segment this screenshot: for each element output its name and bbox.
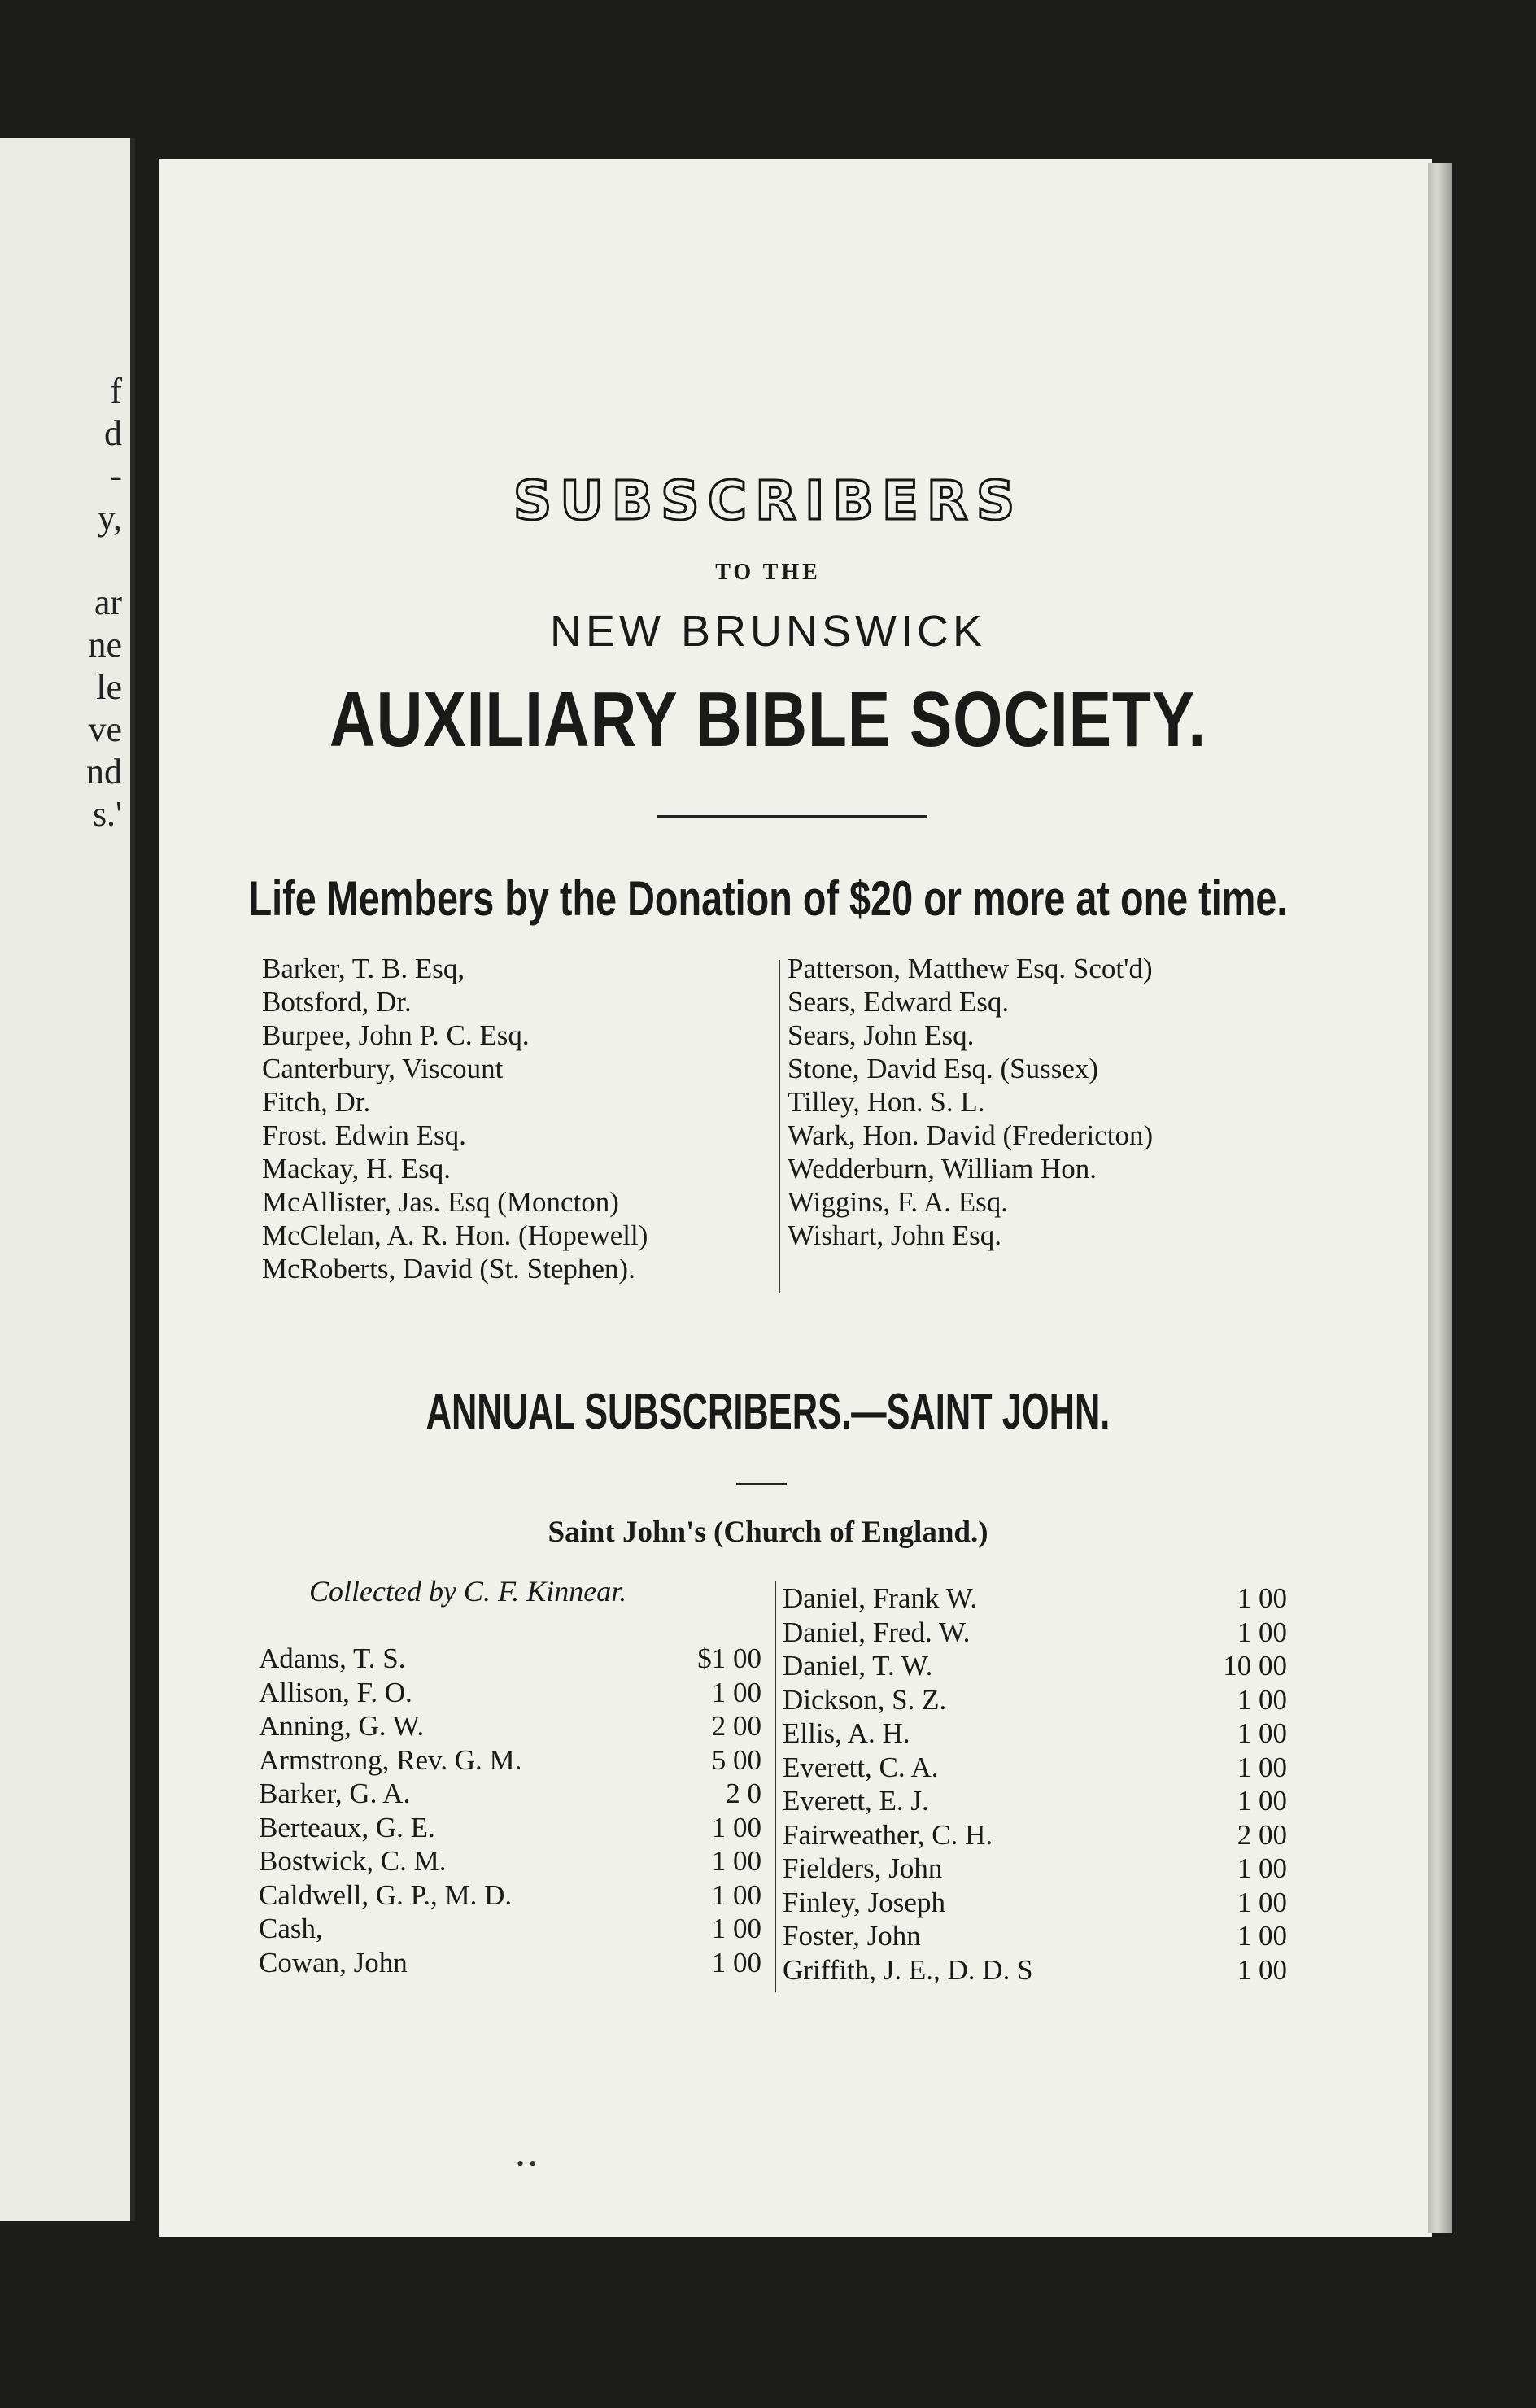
life-member: Tilley, Hon. S. L. bbox=[788, 1086, 985, 1118]
life-member: Sears, Edward Esq. bbox=[788, 986, 1010, 1018]
subscriber-row bbox=[259, 1642, 761, 1676]
subscription-amount: 1 00 bbox=[1237, 1683, 1287, 1716]
previous-page-fragment: nd bbox=[86, 752, 122, 792]
subscriber-row bbox=[259, 1844, 761, 1878]
life-member: Stone, David Esq. (Sussex) bbox=[788, 1053, 1099, 1084]
life-member: Barker, T. B. Esq, bbox=[262, 953, 465, 984]
subscriber-row bbox=[783, 1886, 1287, 1920]
previous-page-fragment: f bbox=[110, 371, 122, 411]
subscriber-name: Barker, G. A. bbox=[259, 1778, 411, 1809]
previous-page-fragment: le bbox=[96, 667, 122, 707]
subscriber-name: Daniel, Fred. W. bbox=[783, 1616, 971, 1648]
subscription-amount: 1 00 bbox=[1237, 1582, 1287, 1614]
life-member: Sears, John Esq. bbox=[788, 1019, 975, 1051]
life-member: Burpee, John P. C. Esq. bbox=[262, 1019, 530, 1051]
subscriber-name: Ellis, A. H. bbox=[783, 1717, 910, 1749]
previous-page-fragment: ve bbox=[88, 709, 122, 749]
collected-by: Collected by C. F. Kinnear. bbox=[309, 1575, 627, 1608]
subscriber-row bbox=[783, 1919, 1287, 1953]
life-member: Wiggins, F. A. Esq. bbox=[788, 1186, 1008, 1218]
subscription-amount: 1 00 bbox=[711, 1913, 761, 1944]
subscriber-name: Allison, F. O. bbox=[259, 1676, 412, 1708]
subscriber-row bbox=[783, 1953, 1287, 1987]
column-divider bbox=[775, 1581, 776, 1992]
subscription-amount: 1 00 bbox=[1237, 1852, 1287, 1884]
subscriber-row bbox=[783, 1616, 1287, 1650]
subscriber-name: Fielders, John bbox=[783, 1852, 943, 1884]
heading-new-brunswick: NEW BRUNSWICK bbox=[550, 607, 986, 656]
previous-page-fragment: y, bbox=[97, 498, 122, 538]
subscriber-row bbox=[783, 1852, 1287, 1886]
life-member: McAllister, Jas. Esq (Moncton) bbox=[262, 1186, 619, 1218]
subscriber-name: Cowan, John bbox=[259, 1946, 408, 1978]
column-divider bbox=[779, 960, 780, 1293]
subscriber-row bbox=[259, 1946, 761, 1980]
life-member: McRoberts, David (St. Stephen). bbox=[262, 1253, 635, 1285]
subscription-amount: 1 00 bbox=[1237, 1953, 1287, 1986]
subscription-amount: 2 00 bbox=[711, 1710, 761, 1742]
subscription-amount: 5 00 bbox=[711, 1743, 761, 1776]
subscriber-row bbox=[783, 1581, 1287, 1616]
subscriber-name: Bostwick, C. M. bbox=[259, 1845, 447, 1877]
subscriber-name: Adams, T. S. bbox=[259, 1642, 406, 1674]
life-member: McClelan, A. R. Hon. (Hopewell) bbox=[262, 1219, 648, 1251]
subscriber-row bbox=[259, 1676, 761, 1710]
divider-rule bbox=[657, 815, 927, 818]
life-member: Wedderburn, William Hon. bbox=[788, 1153, 1097, 1184]
subscription-amount: 1 00 bbox=[1237, 1785, 1287, 1817]
annual-subscribers-title: ANNUAL SUBSCRIBERS.—SAINT JOHN. bbox=[425, 1384, 1111, 1440]
subscription-amount: 1 00 bbox=[711, 1946, 761, 1978]
subscriber-name: Everett, E. J. bbox=[783, 1785, 929, 1817]
subscriber-name: Fairweather, C. H. bbox=[783, 1818, 993, 1851]
subscriber-name: Daniel, T. W. bbox=[783, 1650, 933, 1682]
subscription-amount: 1 00 bbox=[1237, 1751, 1287, 1783]
previous-page-fragment: s.' bbox=[92, 794, 122, 834]
subscriber-row bbox=[259, 1912, 761, 1946]
subscriber-name: Griffith, J. E., D. D. S bbox=[783, 1953, 1033, 1986]
short-rule bbox=[736, 1483, 787, 1485]
life-member: Mackay, H. Esq. bbox=[262, 1153, 451, 1184]
subscriber-name: Anning, G. W. bbox=[259, 1710, 425, 1742]
heading-subscribers: SUBSCRIBERS bbox=[513, 469, 1023, 532]
subscriber-row bbox=[259, 1878, 761, 1913]
subscriber-name: Everett, C. A. bbox=[783, 1751, 939, 1783]
subscriber-name: Finley, Joseph bbox=[783, 1886, 945, 1918]
subscription-amount: 1 00 bbox=[711, 1878, 761, 1911]
life-member: Canterbury, Viscount bbox=[262, 1053, 504, 1084]
subscriber-row bbox=[783, 1818, 1287, 1852]
subscription-amount: 1 00 bbox=[711, 1676, 761, 1708]
subscription-amount: 2 00 bbox=[1237, 1818, 1287, 1851]
subscriber-name: Daniel, Frank W. bbox=[783, 1582, 978, 1614]
subscription-amount: $1 00 bbox=[697, 1642, 761, 1674]
church-heading: Saint John's (Church of England.) bbox=[548, 1516, 988, 1549]
subscription-amount: 1 00 bbox=[1237, 1616, 1287, 1648]
subscriber-name: Berteaux, G. E. bbox=[259, 1811, 435, 1843]
heading-society: AUXILIARY BIBLE SOCIETY. bbox=[329, 676, 1207, 763]
subscription-amount: 1 00 bbox=[1237, 1920, 1287, 1952]
subscriber-row bbox=[259, 1777, 761, 1811]
subscriber-name: Cash, bbox=[259, 1913, 323, 1944]
ink-speck: •• bbox=[517, 2152, 542, 2175]
subscription-amount: 2 0 bbox=[726, 1778, 761, 1809]
life-members-left-column bbox=[262, 952, 648, 1285]
subscriber-row bbox=[783, 1717, 1287, 1751]
previous-page-fragment: ar bbox=[94, 582, 122, 622]
subscription-amount: 1 00 bbox=[1237, 1886, 1287, 1918]
subscription-amount: 1 00 bbox=[1237, 1717, 1287, 1749]
life-member: Wark, Hon. David (Fredericton) bbox=[788, 1119, 1154, 1151]
life-member: Patterson, Matthew Esq. Scot'd) bbox=[788, 953, 1153, 984]
subscription-amount: 10 00 bbox=[1223, 1650, 1287, 1682]
life-member: Botsford, Dr. bbox=[262, 986, 412, 1018]
subscriber-name: Armstrong, Rev. G. M. bbox=[259, 1743, 522, 1776]
previous-page-text bbox=[0, 370, 122, 835]
subscriber-row bbox=[783, 1683, 1287, 1717]
previous-page-fragment: ne bbox=[88, 625, 122, 665]
heading-to-the: TO THE bbox=[715, 560, 821, 585]
subscription-amount: 1 00 bbox=[711, 1811, 761, 1843]
life-members-right-column bbox=[788, 952, 1153, 1252]
subscriber-name: Dickson, S. Z. bbox=[783, 1683, 947, 1716]
life-member: Frost. Edwin Esq. bbox=[262, 1119, 466, 1151]
life-member: Wishart, John Esq. bbox=[788, 1219, 1002, 1251]
subscriber-row bbox=[259, 1811, 761, 1845]
subscriber-row bbox=[783, 1649, 1287, 1683]
subscriber-row bbox=[783, 1751, 1287, 1785]
annual-right-list bbox=[783, 1581, 1287, 1987]
subscriber-row bbox=[259, 1743, 761, 1778]
subscriber-row bbox=[259, 1709, 761, 1743]
life-member: Fitch, Dr. bbox=[262, 1086, 371, 1118]
annual-left-list bbox=[259, 1642, 761, 1979]
previous-page-fragment: d bbox=[104, 413, 122, 453]
previous-page-fragment: - bbox=[110, 456, 122, 495]
subscriber-name: Foster, John bbox=[783, 1920, 921, 1952]
life-members-title: Life Members by the Donation of $20 or more at one time. bbox=[248, 871, 1288, 926]
subscriber-row bbox=[783, 1784, 1287, 1818]
subscriber-name: Caldwell, G. P., M. D. bbox=[259, 1878, 513, 1911]
subscription-amount: 1 00 bbox=[711, 1845, 761, 1877]
